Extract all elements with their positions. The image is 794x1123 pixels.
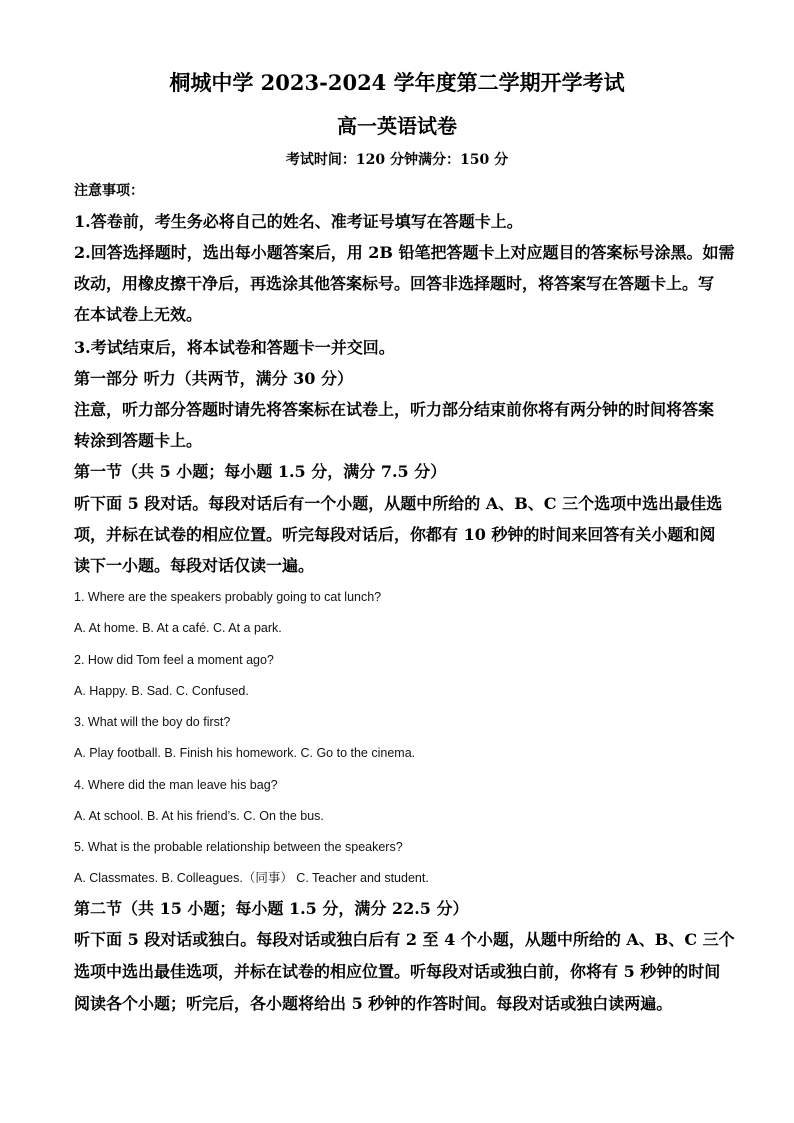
section2-instruction: 阅读各个小题；听完后，各小题将给出 5 秒钟的作答时间。每段对话或独白读两遍。 xyxy=(74,994,673,1013)
notice-item: 在本试卷上无效。 xyxy=(74,305,203,324)
part1-note: 注意，听力部分答题时请先将答案标在试卷上，听力部分结束前你将有两分钟的时间将答案 xyxy=(74,400,715,419)
question-text: 1. Where are the speakers probably going to cat lunch? xyxy=(74,590,382,604)
exam-meta: 考试时间：120 分钟满分：150 分 xyxy=(285,152,509,168)
part1-heading: 第一部分 听力（共两节，满分 30 分） xyxy=(74,369,353,388)
question-text: 2. How did Tom feel a moment ago? xyxy=(74,653,274,667)
question-options: A. Play football. B. Finish his homework. C. Go to the cinema. xyxy=(74,746,416,760)
question-text: 4. Where did the man leave his bag? xyxy=(74,778,278,792)
section1-instruction: 读下一小题。每段对话仅读一遍。 xyxy=(74,556,315,575)
section2-heading: 第二节（共 15 小题；每小题 1.5 分，满分 22.5 分） xyxy=(74,899,469,918)
question-options: A. Happy. B. Sad. C. Confused. xyxy=(74,684,249,698)
section1-instruction: 项，并标在试卷的相应位置。听完每段对话后，你都有 10 秒钟的时间来回答有关小题和阅 xyxy=(74,525,716,544)
notice-item: 改动，用橡皮擦干净后，再选涂其他答案标号。回答非选择题时，将答案写在答题卡上。写 xyxy=(74,274,715,293)
section1-heading: 第一节（共 5 小题；每小题 1.5 分，满分 7.5 分） xyxy=(74,462,447,481)
question-options: A. At school. B. At his friend’s. C. On the bus. xyxy=(74,809,324,823)
section2-instruction: 听下面 5 段对话或独白。每段对话或独白后有 2 至 4 个小题，从题中所给的 A、B、C 三个 xyxy=(74,930,735,949)
notice-heading: 注意事项： xyxy=(74,183,144,199)
notice-item: 2.回答选择题时，选出每小题答案后，用 2B 铅笔把答题卡上对应题目的答案标号涂黑。如需 xyxy=(74,243,735,262)
question-options: A. At home. B. At a café. C. At a park. xyxy=(74,621,282,635)
exam-title: 桐城中学 2023-2024 学年度第二学期开学考试 xyxy=(169,70,625,95)
part1-note: 转涂到答题卡上。 xyxy=(74,431,203,450)
exam-subtitle: 高一英语试卷 xyxy=(337,114,457,138)
notice-item: 1.答卷前，考生务必将自己的姓名、准考证号填写在答题卡上。 xyxy=(74,212,523,231)
notice-item: 3.考试结束后，将本试卷和答题卡一并交回。 xyxy=(74,338,395,357)
section1-instruction: 听下面 5 段对话。每段对话后有一个小题，从题中所给的 A、B、C 三个选项中选出最佳选 xyxy=(74,494,723,513)
question-text: 5. What is the probable relationship between the speakers? xyxy=(74,840,403,854)
section2-instruction: 选项中选出最佳选项，并标在试卷的相应位置。听每段对话或独白前，你将有 5 秒钟的时间 xyxy=(74,962,721,981)
question-text: 3. What will the boy do first? xyxy=(74,715,231,729)
question-options: A. Classmates. B. Colleagues.（同事） C. Teacher and student. xyxy=(74,871,429,885)
